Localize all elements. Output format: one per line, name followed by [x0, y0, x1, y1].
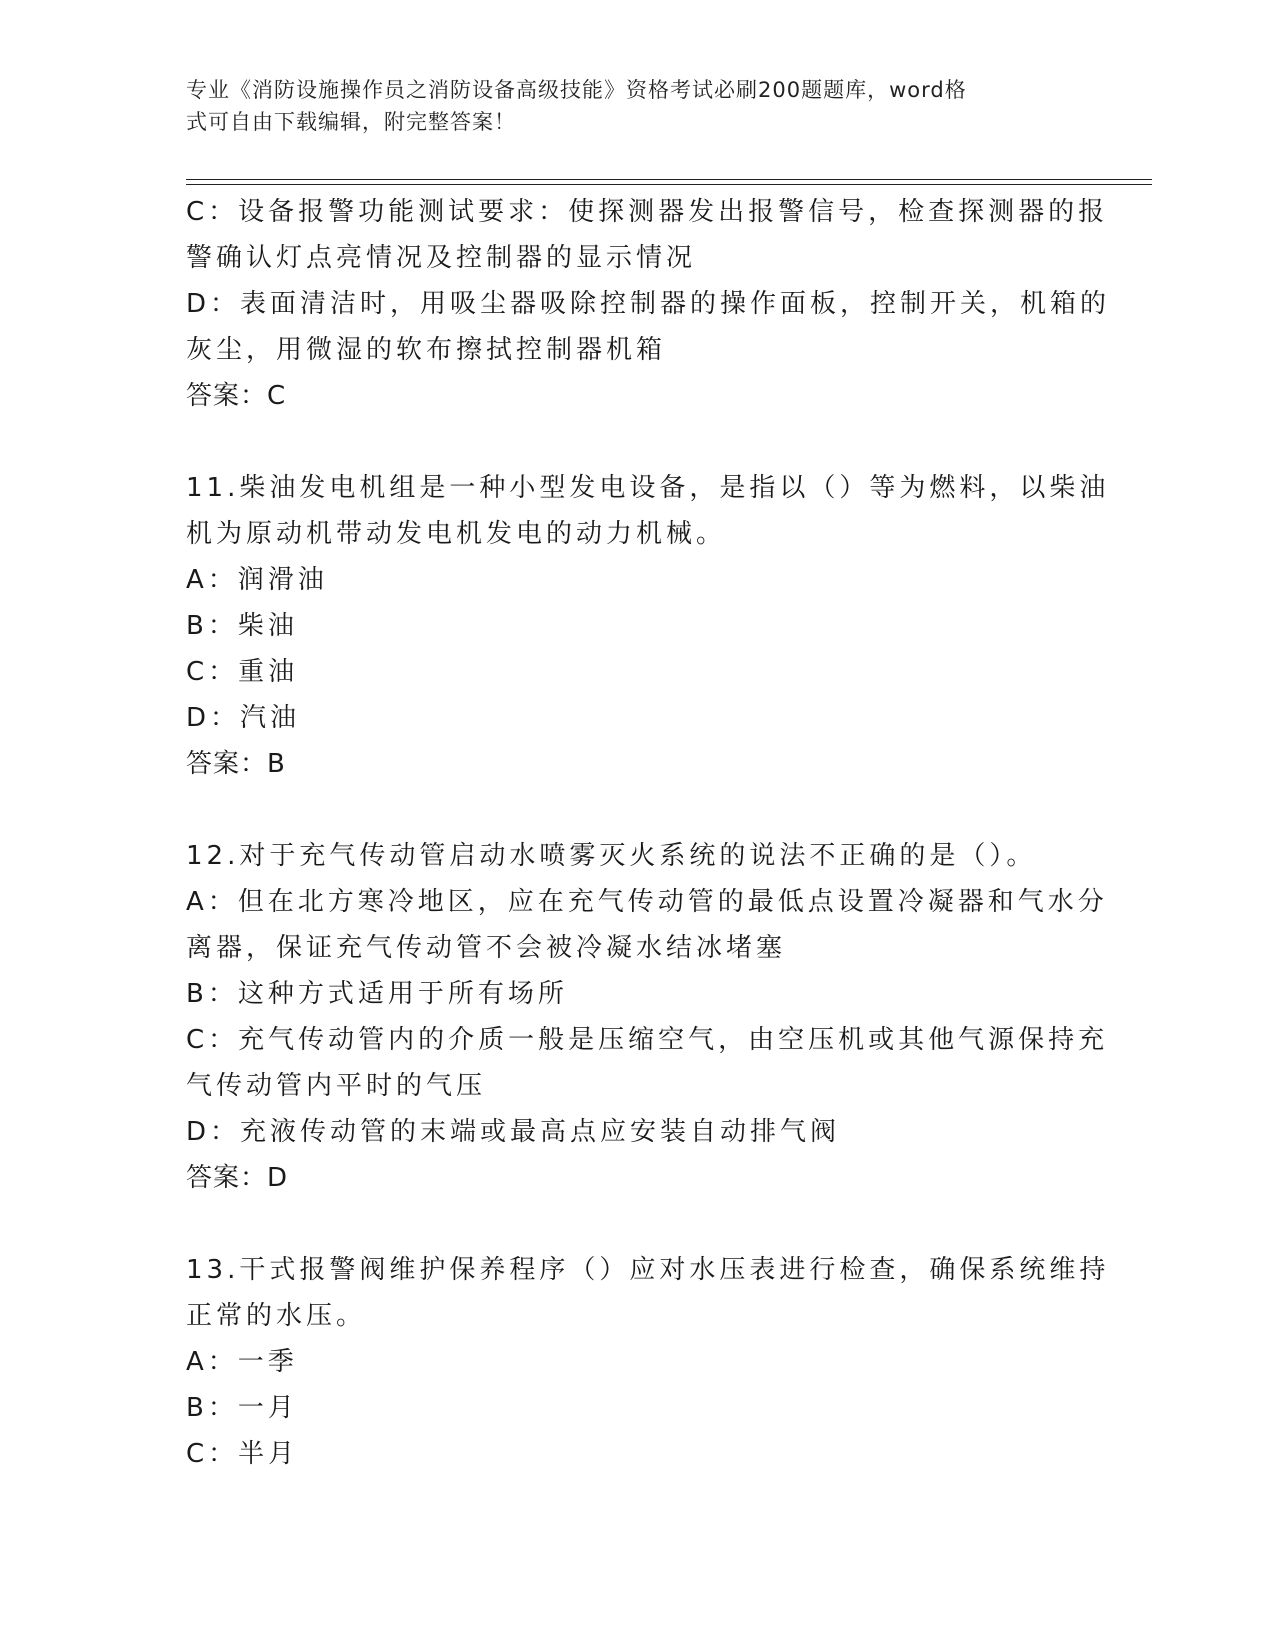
q11-option-d: D：汽油 [186, 703, 301, 733]
spacer [186, 419, 1086, 465]
question-content [186, 189, 1111, 1477]
q11-answer: 答案：B [186, 749, 286, 779]
q11-option-c: C：重油 [186, 657, 299, 687]
q12-option-a-line-1: A：但在北方寒冷地区，应在充气传动管的最低点设置冷凝器和气水分 [186, 887, 1108, 917]
q12-answer: 答案：D [186, 1163, 289, 1193]
q13-option-a: A：一季 [186, 1347, 298, 1377]
spacer [186, 787, 1086, 833]
q10-option-d-line-1: D：表面清洁时，用吸尘器吸除控制器的操作面板，控制开关，机箱的 [186, 289, 1111, 319]
q10-option-c-line-2: 警确认灯点亮情况及控制器的显示情况 [186, 243, 697, 273]
header-rule-bottom [186, 184, 1152, 185]
q10-option-c-line-1: C：设备报警功能测试要求：使探测器发出报警信号，检查探测器的报 [186, 197, 1109, 227]
q12-option-c-line-2: 气传动管内平时的气压 [186, 1071, 487, 1101]
q11-stem-line-1: 11.柴油发电机组是一种小型发电设备，是指以（）等为燃料，以柴油 [186, 473, 1110, 503]
q11-option-a: A：润滑油 [186, 565, 328, 595]
header-line-1: 专业《消防设施操作员之消防设备高级技能》资格考试必刷200题题库，word格 [186, 78, 967, 102]
q12-stem: 12.对于充气传动管启动水喷雾灭火系统的说法不正确的是（）。 [186, 841, 1037, 871]
q12-option-c-line-1: C：充气传动管内的介质一般是压缩空气，由空压机或其他气源保持充 [186, 1025, 1109, 1055]
q13-option-b: B：一月 [186, 1393, 298, 1423]
q13-stem-line-2: 正常的水压。 [186, 1301, 367, 1331]
spacer [186, 1201, 1086, 1247]
document-header [186, 74, 1066, 138]
q10-answer: 答案：C [186, 381, 287, 411]
q12-option-b: B：这种方式适用于所有场所 [186, 979, 568, 1009]
q12-option-a-line-2: 离器，保证充气传动管不会被冷凝水结冰堵塞 [186, 933, 787, 963]
q10-option-d-line-2: 灰尘，用微湿的软布擦拭控制器机箱 [186, 335, 667, 365]
header-rule-top [186, 179, 1152, 180]
q11-option-b: B：柴油 [186, 611, 298, 641]
q12-option-d: D：充液传动管的末端或最高点应安装自动排气阀 [186, 1117, 841, 1147]
q13-stem-line-1: 13.干式报警阀维护保养程序（）应对水压表进行检查，确保系统维持 [186, 1255, 1110, 1285]
q11-stem-line-2: 机为原动机带动发电机发电的动力机械。 [186, 519, 727, 549]
q13-option-c: C：半月 [186, 1439, 299, 1469]
header-line-2: 式可自由下载编辑，附完整答案！ [186, 110, 516, 134]
